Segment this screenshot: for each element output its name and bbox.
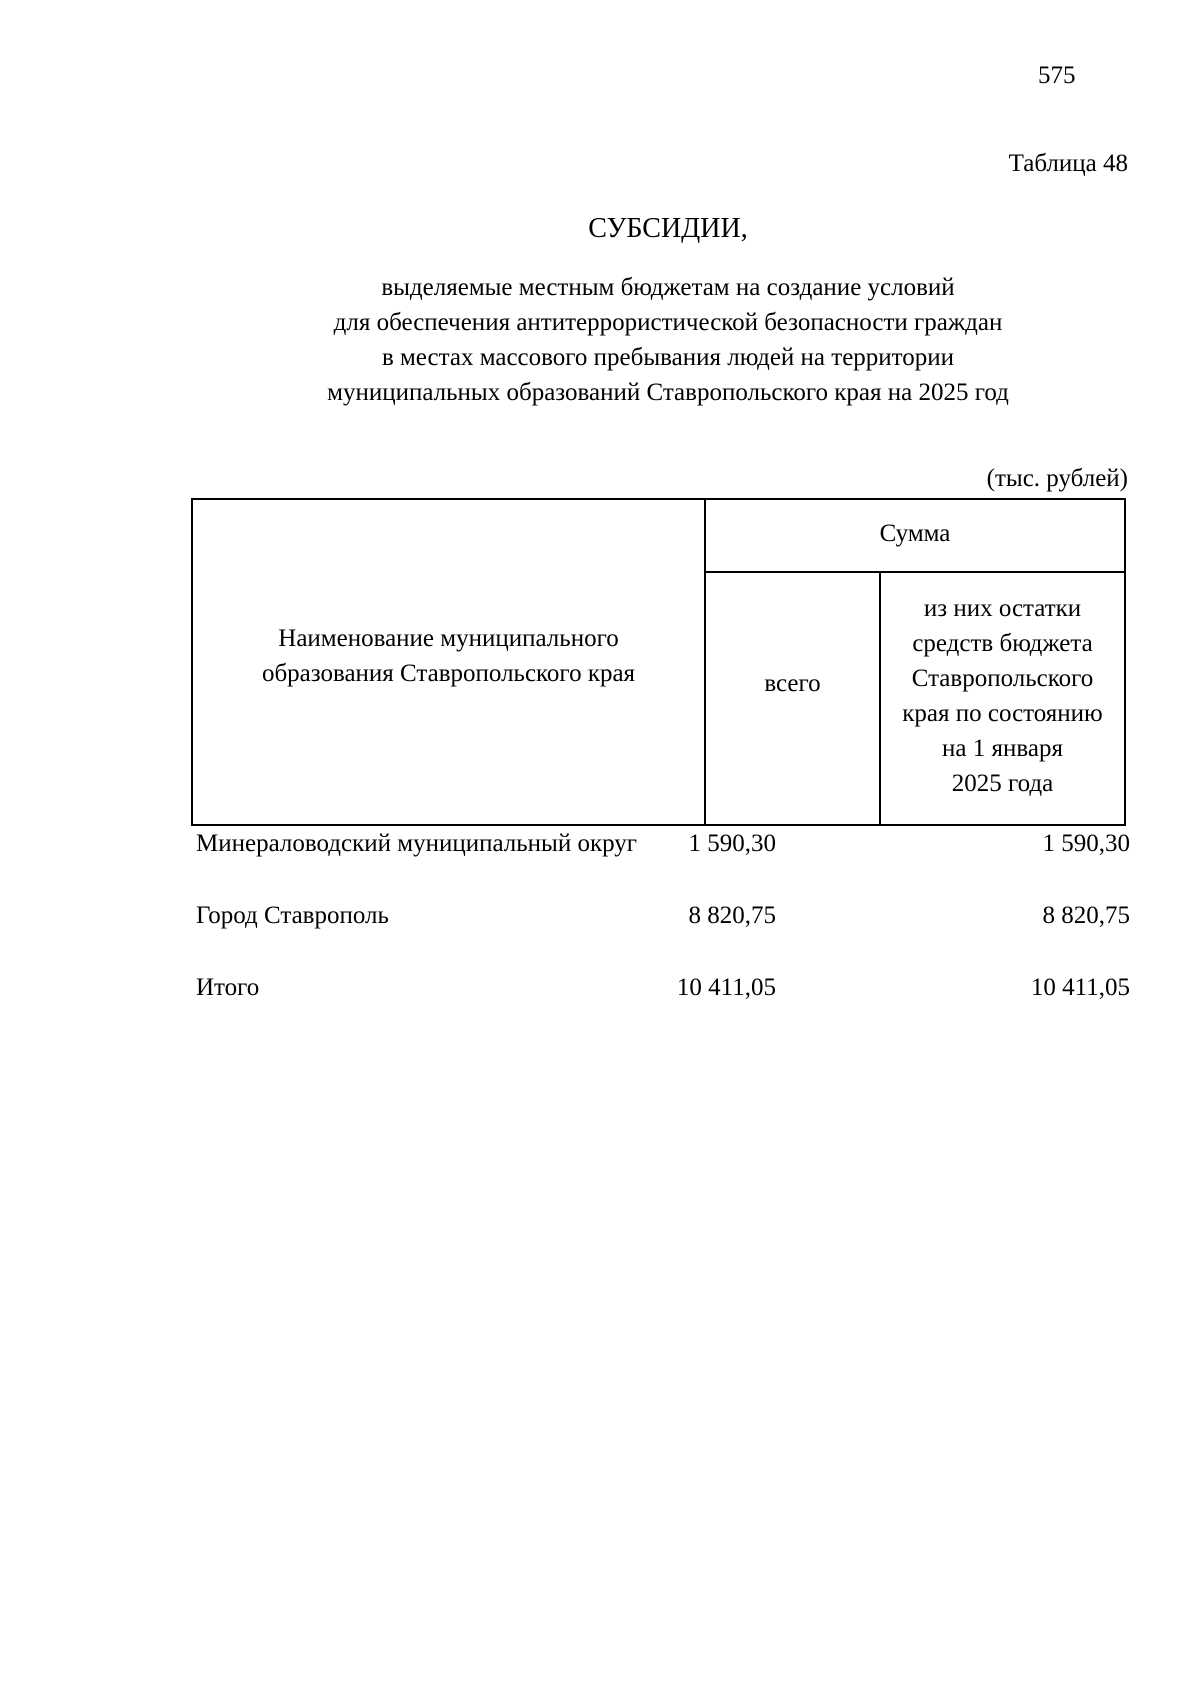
remain-header-line: из них остатки [923,595,1082,622]
subtitle-line: для обеспечения антитеррористической безопасности граждан [333,309,1003,336]
border-sum-divider [704,571,1126,573]
row-remain: 1 590,30 [1042,830,1130,857]
table-label: Таблица 48 [1008,150,1128,177]
name-column-header-line: образования Ставропольского края [261,660,636,687]
row-total: 1 590,30 [688,830,776,857]
document-title: СУБСИДИИ, [588,213,748,244]
subtitle-line: выделяемые местным бюджетам на создание условий [381,274,955,301]
subtitle-line: в местах массового пребывания людей на территории [381,344,955,371]
row-name: Итого [196,974,260,1001]
remain-header-line: 2025 года [951,770,1054,797]
total-column-header: всего [764,670,821,697]
border-bottom [191,824,1126,826]
sum-header: Сумма [879,520,951,547]
table-header [191,498,1126,826]
document-subtitle [0,270,1200,410]
row-remain: 10 411,05 [1030,974,1130,1001]
remain-header-line: на 1 января [942,735,1063,762]
row-name: Минераловодский муниципальный округ [196,830,638,857]
name-column-header-line: Наименование муниципального [278,625,619,652]
remain-column-header [881,591,1124,801]
remain-header-line: края по состоянию [902,700,1103,727]
name-column-header [193,621,704,691]
remain-header-line: Ставропольского [911,665,1094,692]
row-name: Город Ставрополь [196,902,389,929]
table-row-total [196,974,1130,1014]
page-number: 575 [1038,62,1076,89]
row-remain: 8 820,75 [1042,902,1130,929]
subtitle-line: муниципальных образований Ставропольского края на 2025 год [327,379,1009,406]
row-total: 10 411,05 [676,974,776,1001]
table-row [196,830,1130,870]
border-top [191,498,1126,500]
border-right [1124,498,1126,826]
unit-label: (тыс. рублей) [986,465,1128,492]
row-total: 8 820,75 [688,902,776,929]
remain-header-line: средств бюджета [912,630,1093,657]
table-row [196,902,1130,942]
